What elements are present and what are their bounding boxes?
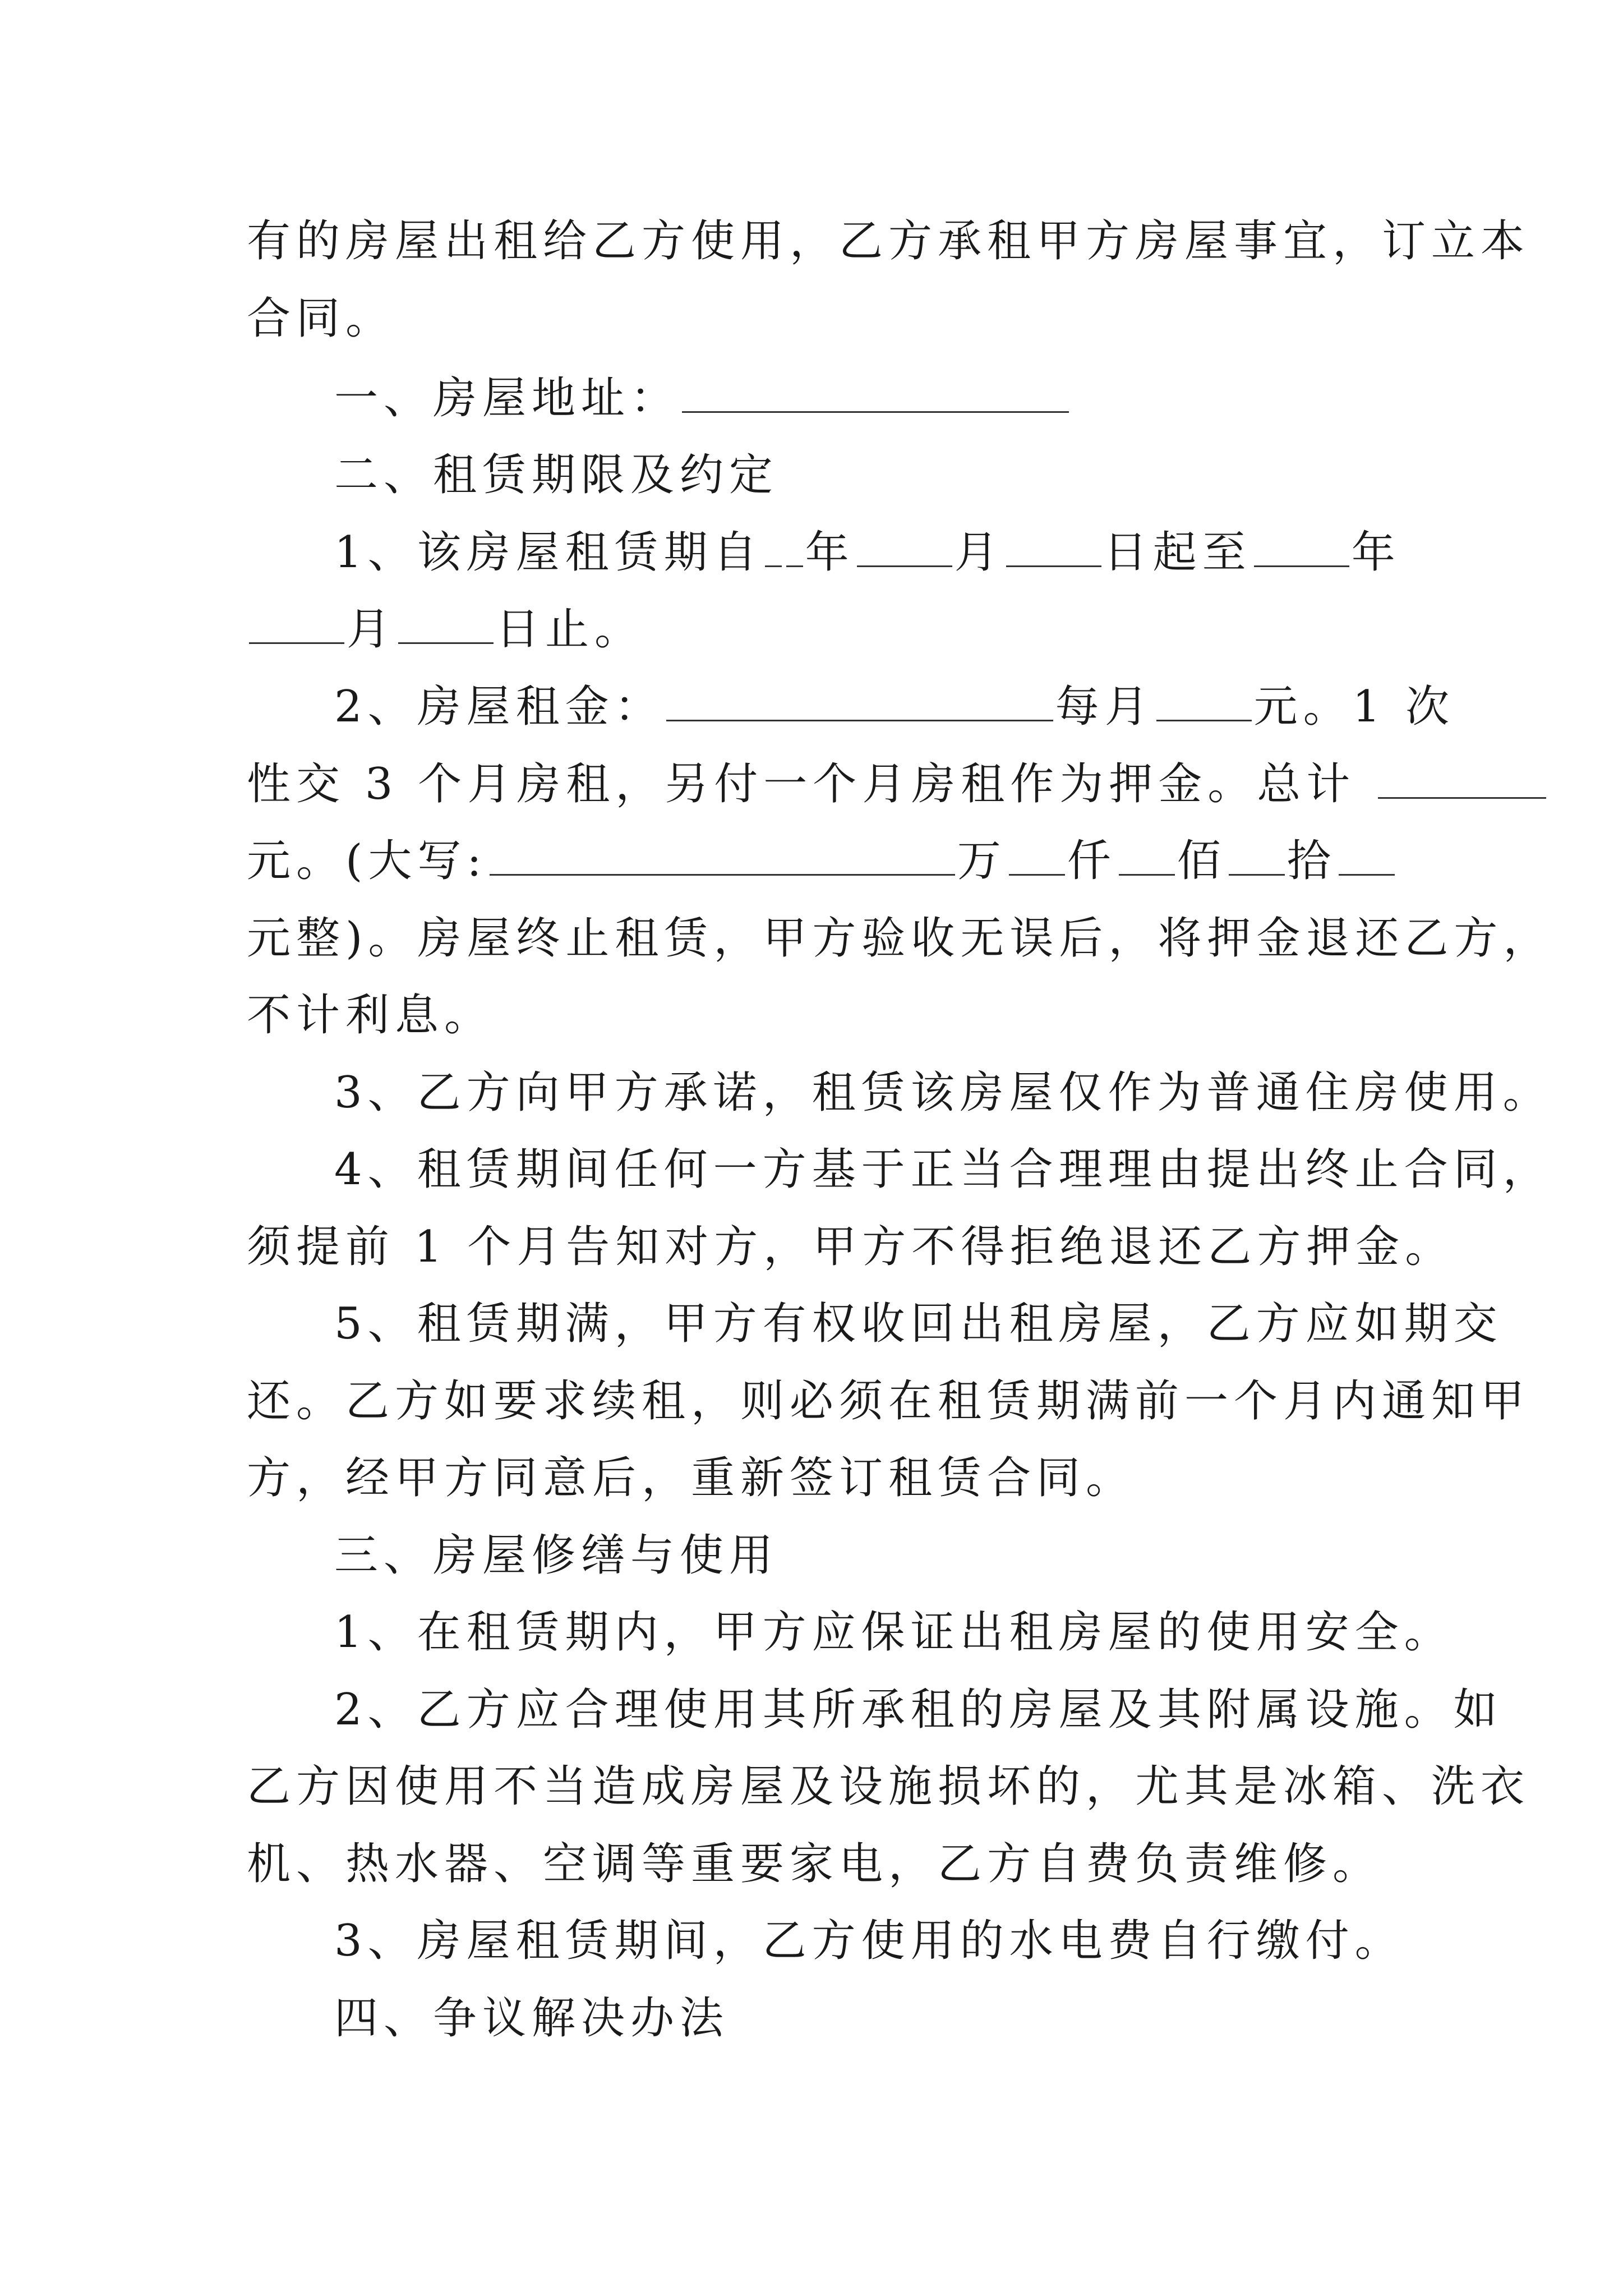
section-heading-repair: 三、房屋修缮与使用 (334, 1530, 779, 1581)
term-clause-line (247, 601, 1391, 657)
paragraph-line: 机、热水器、空调等重要家电，乙方自费负责维修。 (247, 1839, 1382, 1889)
rent-clause-line (247, 833, 1391, 889)
blank (490, 837, 955, 876)
blank (1378, 760, 1546, 799)
fragment-month: 月 (954, 527, 1004, 578)
paragraph-line: 3、房屋租赁期间，乙方使用的水电费自行缴付。 (334, 1916, 1404, 1966)
paragraph-line: 有的房屋出租给乙方使用，乙方承租甲方房屋事宜，订立本 (247, 216, 1530, 266)
term-clause-line (334, 524, 1401, 581)
paragraph-line: 2、乙方应合理使用其所承租的房屋及其附属设施。如 (334, 1685, 1503, 1735)
fragment-day-to: 日止。 (496, 604, 644, 655)
paragraph-line: 元整)。房屋终止租赁，甲方验收无误后，将押金退还乙方， (247, 913, 1553, 964)
clause-text: 元。(大写: (247, 836, 487, 886)
fragment-year: 年 (1351, 527, 1401, 578)
blank (786, 528, 803, 567)
section-heading-term: 二、租赁期限及约定 (334, 450, 779, 500)
paragraph-line: 4、租赁期间任何一方基于正当合理理由提出终止合同， (334, 1144, 1552, 1195)
fragment-wan: 万 (957, 836, 1007, 886)
blank (1339, 837, 1395, 876)
fragment-day-from: 日起至 (1103, 527, 1252, 578)
blank (1119, 837, 1175, 876)
fragment-per-month: 每月 (1055, 682, 1154, 732)
blank (1156, 683, 1252, 721)
fragment-yuan: 元。1 次 (1253, 682, 1455, 732)
blank (1009, 837, 1065, 876)
blank (1229, 837, 1285, 876)
blank (666, 683, 1053, 721)
blank (1254, 528, 1349, 567)
paragraph-line: 还。乙方如要求续租，则必须在租赁期满前一个月内通知甲 (247, 1376, 1530, 1427)
paragraph-line: 1、在租赁期内，甲方应保证出租房屋的使用安全。 (334, 1607, 1454, 1658)
section-heading-address (334, 370, 1391, 426)
blank (398, 605, 494, 644)
clause-text: 2、房屋租金： (334, 682, 664, 732)
fragment-shi: 拾 (1287, 836, 1336, 886)
fragment-year: 年 (805, 527, 855, 578)
paragraph-line: 方，经甲方同意后，重新签订租赁合同。 (247, 1453, 1136, 1503)
paragraph-line: 5、租赁期满，甲方有权收回出租房屋，乙方应如期交 (334, 1299, 1503, 1349)
section-heading-dispute: 四、争议解决办法 (334, 1993, 730, 2044)
fragment-qian: 仟 (1067, 836, 1117, 886)
fragment-bai: 佰 (1177, 836, 1227, 886)
blank (765, 528, 782, 567)
clause-text: 性交 3 个月房租，另付一个月房租作为押金。总计 (247, 759, 1356, 809)
paragraph-line: 乙方因使用不当造成房屋及设施损坏的，尤其是冰箱、洗衣 (247, 1761, 1530, 1812)
blank (249, 605, 344, 644)
paragraph-line: 3、乙方向甲方承诺，租赁该房屋仅作为普通住房使用。 (334, 1068, 1552, 1118)
rent-clause-line (247, 756, 1391, 812)
heading-text: 一、房屋地址： (334, 373, 680, 424)
blank (857, 528, 952, 567)
paragraph-line: 不计利息。 (247, 990, 494, 1041)
address-blank (682, 374, 1069, 413)
fragment-month: 月 (347, 604, 396, 655)
blank (1006, 528, 1101, 567)
clause-text: 1、该房屋租赁期自 (334, 527, 763, 578)
paragraph-line: 须提前 1 个月告知对方，甲方不得拒绝退还乙方押金。 (247, 1222, 1455, 1272)
rent-clause-line (334, 679, 1455, 735)
paragraph-line: 合同。 (247, 293, 395, 344)
